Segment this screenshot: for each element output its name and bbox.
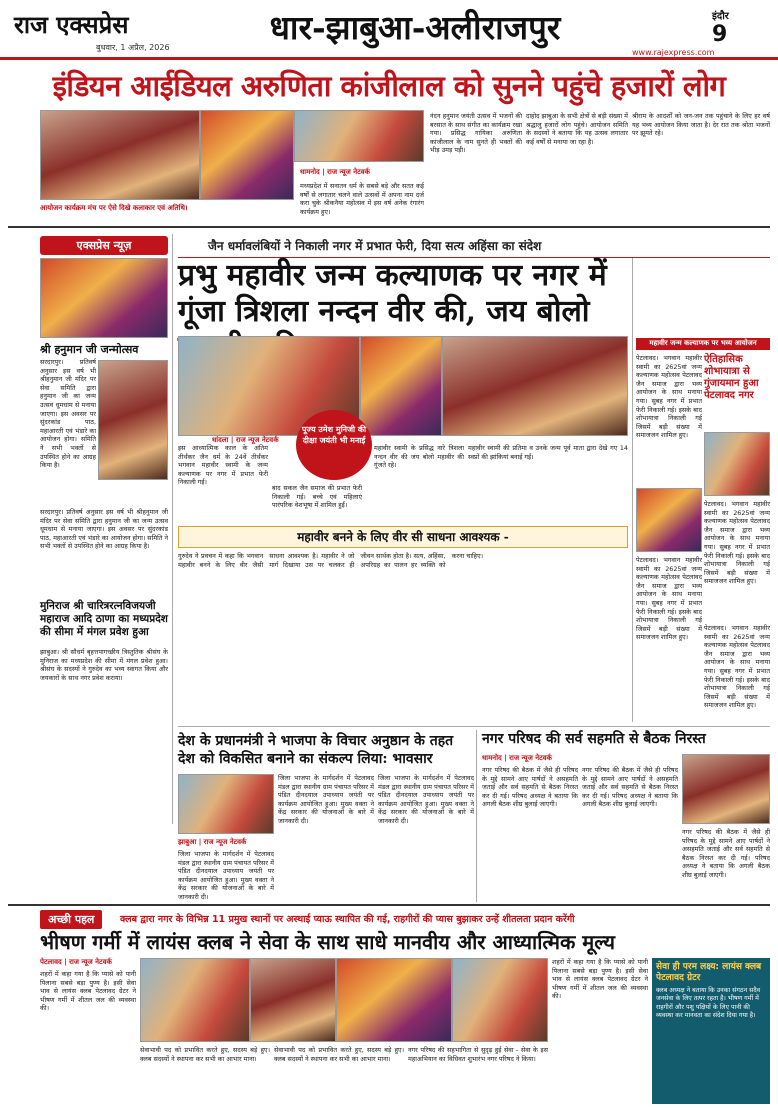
pet-tag: महावीर जन्म कल्याणक पर भव्य आयोजन <box>636 338 770 350</box>
jain-headline: प्रभु महावीर जन्म कल्याणक पर नगर में गूंजा त्रिशला नन्दन वीर की, जय बोलो <box>178 258 607 329</box>
region-title: धार-झाबुआ-अलीराजपुर <box>269 8 561 47</box>
footer-photo-3 <box>336 958 452 1042</box>
story1-body: सरदारपुर। प्रतिवर्ष अनुसार इस वर्ष भी श्रीहनुमान जी मंदिर पर सेवा समिति द्वारा हनुमान जी का जन्म उत्सव धूमधाम से मनाया जाएगा। इस अवसर पर सुंदरकांड पाठ, महाआरती एवं भंडारे का आयोजन होगा। समिति ने सभी भक्तों से उपस्थित होने का आग्रह किया है। <box>40 358 96 470</box>
lead-col-4: श्रीराम के आदर्शों को जन-जन तक पहुंचाने के लिए हर वर्ष यह भव्य आयोजन किया जाता है। देर रात तक श्रोता भजनों पर झूमते रहे। <box>632 112 770 138</box>
lead-col-1: मध्यप्रदेश में सनातन धर्म के सबसे बड़े और सतत कई वर्षों से लगातार चलने वाले उत्सवों में अपना नाम दर्ज करा चुके श्रीकनैया महोत्सव में इस वर्ष अनेक रंगारंग कार्यक्रम हुए। <box>300 182 424 216</box>
pet-body-3: पेटलावद। भगवान महावीर स्वामी का 2625वां जन्म कल्याणक महोत्सव पेटलावद जैन समाज द्वारा भव्य आयोजन के साथ मनाया गया। सुबह नगर में प्रभात फेरी निकाली गई। इसके बाद शोभायात्रा निकाली गई जिसमें बड़ी संख्या में समाजजन शामिल हुए। <box>636 556 702 642</box>
pet-body-2: पेटलावद। भगवान महावीर स्वामी का 2625वां जन्म कल्याणक महोत्सव पेटलावद जैन समाज द्वारा भव्य आयोजन के साथ मनाया गया। सुबह नगर में प्रभात फेरी निकाली गई। इसके बाद शोभायात्रा निकाली गई जिसमें बड़ी संख्या में समाजजन शामिल हुए। <box>704 500 770 586</box>
lead-photo-1 <box>40 110 200 200</box>
story2-title: मुनिराज श्री चारित्ररत्नविजयजी महाराज आदि ठाणा का मध्यप्रदेश की सीमा में मंगल प्रवेश हुआ <box>40 600 168 638</box>
footer-col-3: नगर परिषद की सहभागिता से सुदृढ़ हुई सेवा - सेवा के इस महाअभियान का विधिवत शुभारंभ नगर परिषद ने किया। <box>408 1046 548 1063</box>
pet-body-1: पेटलावद। भगवान महावीर स्वामी का 2625वां जन्म कल्याणक महोत्सव पेटलावद जैन समाज द्वारा भव्य आयोजन के साथ मनाया गया। सुबह नगर में प्रभात फेरी निकाली गई। इसके बाद शोभायात्रा निकाली गई जिसमें बड़ी संख्या में समाजजन शामिल हुए। <box>636 354 702 440</box>
bhavsar-credit: झाबुआ | राज न्यूज नेटवर्क <box>178 838 247 846</box>
divider <box>178 726 770 727</box>
council-credit: धामनोद | राज न्यूज नेटवर्क <box>482 754 552 762</box>
divider <box>8 226 770 228</box>
council-col-3: नगर परिषद की बैठक में जैसे ही परिषद के मुद्दे सामने आए पार्षदों ने असहमति जताई और सर्व सहमति से बैठक निरस्त कर दी गई। परिषद अध्यक्ष ने बताया कि अगली बैठक शीघ्र बुलाई जाएगी। <box>682 828 770 879</box>
footer-photo-2 <box>250 958 336 1042</box>
footer-col-2b: सेवाभावी पद को प्रभावित करते हुए, सदस्य बड़े हुए। क्लब सदस्यों ने स्थापना कर सभी का आभार माना। <box>274 1046 404 1063</box>
jain-band-title: महावीर बनने के लिए वीर सी साधना आवश्यक - <box>297 530 509 544</box>
pet-body-4: पेटलावद। भगवान महावीर स्वामी का 2625वां जन्म कल्याणक महोत्सव पेटलावद जैन समाज द्वारा भव्य आयोजन के साथ मनाया गया। सुबह नगर में प्रभात फेरी निकाली गई। इसके बाद शोभायात्रा निकाली गई जिसमें बड़ी संख्या में समाजजन शामिल हुए। <box>704 624 770 710</box>
jain-subhead: जैन धर्मावलंबियों ने निकाली नगर में प्रभात फेरी, दिया सत्य अहिंसा का संदेश <box>178 234 770 258</box>
footer-col-4: शहरों में कहा गया है कि प्यासे को पानी पिलाना सबसे बड़ा पुण्य है। इसी सेवा भाव से लायंस क्लब पेटलावद ग्रेटर ने भीषण गर्मी में शीतल जल की व्यवस्था की। <box>552 958 648 1001</box>
jain-photo-2 <box>360 336 442 436</box>
masthead <box>0 0 778 60</box>
pet-photo-1 <box>704 432 770 496</box>
council-col-2: नगर परिषद की बैठक में जैसे ही परिषद के मुद्दे सामने आए पार्षदों ने असहमति जताई और सर्व सहमति से बैठक निरस्त कर दी गई। परिषद अध्यक्ष ने बताया कि अगली बैठक शीघ्र बुलाई जाएगी। <box>582 766 678 809</box>
city-label: इंदौर <box>712 11 729 22</box>
footer-box-body: क्लब अध्यक्ष ने बताया कि उनका संगठन सदैव जनसेवा के लिए तत्पर रहता है। भीषण गर्मी में राहगीरों और पशु पक्षियों के लिए पानी की व्यवस्था कर मानवता का संदेश दिया गया है। <box>656 987 761 1020</box>
jain-credit: धांदला | राज न्यूज नेटवर्क <box>212 436 279 444</box>
jain-col-2: बाद सकल जैन समाज की प्रभात फेरी निकाली गई। बच्चे एवं महिलाएं पारंपरिक वेशभूषा में शामिल हुईं। <box>272 484 362 510</box>
pet-head: ऐतिहासिक शोभायात्रा से गुंजायमान हुआ पेटलावद नगर <box>704 354 759 401</box>
footer-photo-1 <box>140 958 250 1042</box>
council-headline: नगर परिषद की सर्व सहमति से बैठक निरस्त <box>482 731 706 747</box>
bhavsar-photo <box>178 774 274 834</box>
divider <box>632 258 633 722</box>
jain-photo-3 <box>442 336 628 436</box>
express-news-label: एक्सप्रेस न्यूज़ <box>40 236 168 255</box>
bhavsar-col-3: जिला भाजपा के मार्गदर्शन में पेटलावद मंडल द्वारा स्थानीय ग्राम पंचायत परिसर में पंडित दीनदयाल उपाध्याय जयंती पर कार्यक्रम आयोजित हुआ। मुख्य वक्ता ने केंद्र सरकार की योजनाओं के बारे में जानकारी दी। <box>378 774 474 825</box>
hanuman-photo <box>98 360 168 480</box>
divider <box>476 730 477 902</box>
lead-col-3: दाहोद झाबुआ के सभी क्षेत्रों से बड़ी संख्या में श्रद्धालु हजारों लोग पहुंचे। आयोजन समिति के सदस्यों ने बताया कि यह उत्सव लगातार कई वर्षों से मनाया जा रहा है। <box>526 112 628 146</box>
footer-credit: पेटलावद | राज न्यूज नेटवर्क <box>40 958 112 966</box>
divider <box>172 234 173 824</box>
lead-photo-3 <box>294 110 424 162</box>
footer-col-2: सेवाभावी पद को प्रभावित करते हुए, सदस्य बड़े हुए। क्लब सदस्यों ने स्थापना कर सभी का आभार माना। <box>140 1046 270 1063</box>
jain-col-3: महावीर स्वामी के प्रसिद्ध नारे त्रिशला नन्दन वीर की जय बोलो महावीर की गूंजते रहे। <box>374 444 464 470</box>
page-number: 9 <box>712 22 728 47</box>
jain-band-body: गुरुदेव ने प्रवचन में कहा कि भगवान महावीर बनने के लिए वीर जैसी साधना आवश्यक है। महावीर ने जो मार्ग दिखाया उस पर चलकर ही जीवन सार्थक होता है। सत्य, अहिंसा, अपरिग्रह का पालन हर व्यक्ति को करना चाहिए। <box>178 552 484 569</box>
lead-caption: आयोजन कार्यक्रम मंच पर ऐसे दिखे कलाकार एवं अतिथि। <box>40 204 188 212</box>
footer-photo-4 <box>452 958 548 1042</box>
lead-col-2: नंदन हनुमान जयंती उत्सव में भजनों की बरसात के साथ संगीत का कार्यक्रम रखा गया। प्रसिद्ध गायिका अरुणिता कांजीलाल के नाम सुनते ही भक्तों की भीड़ उमड़ पड़ी। <box>430 112 522 155</box>
lead-photo-2 <box>200 110 294 200</box>
council-photo <box>682 754 770 824</box>
dateline: बुधवार, 1 अप्रैल, 2026 <box>96 43 170 52</box>
council-col-1: नगर परिषद की बैठक में जैसे ही परिषद के मुद्दे सामने आए पार्षदों ने असहमति जताई और सर्व सहमति से बैठक निरस्त कर दी गई। परिषद अध्यक्ष ने बताया कि अगली बैठक शीघ्र बुलाई जाएगी। <box>482 766 578 809</box>
footer-strap: क्लब द्वारा नगर के विभिन्न 11 प्रमुख स्थानों पर अस्थाई प्याऊ स्थापित की गई, राहगीरों की प्यास बुझाकर उन्हें शीतलता प्रदान करेंगी <box>120 914 575 925</box>
jain-col-1: इस आध्यात्मिक काल के अंतिम तीर्थंकर जैन धर्म के 24वें तीर्थंकर भगवान महावीर स्वामी के जन्म कल्याणक पर नगर में प्रभात फेरी निकाली गई। <box>178 444 268 487</box>
footer-col-1: शहरों में कहा गया है कि प्यासे को पानी पिलाना सबसे बड़ा पुण्य है। इसी सेवा भाव से लायंस क्लब पेटलावद ग्रेटर ने भीषण गर्मी में शीतल जल की व्यवस्था की। <box>40 970 136 1013</box>
jain-col-4: महावीर स्वामी की प्रतिमा व उनके जन्म पूर्व माता द्वारा देखे गए 14 स्वप्नों की झांकियां बनाई गईं। <box>468 444 628 461</box>
footer-headline: भीषण गर्मी में लायंस क्लब ने सेवा के साथ साधे मानवीय और आध्यात्मिक मूल्य <box>40 930 615 954</box>
footer-box <box>652 958 770 1104</box>
footer-box-title: सेवा ही परम लक्ष्य: लायंस क्लब पेटलावद ग्रेटर <box>656 962 762 983</box>
brand-logo: राज एक्सप्रेस <box>14 10 129 39</box>
lead-headline: इंडियन आईडियल अरुणिता कांजीलाल को सुनने पहुंचे हजारों लोग <box>52 69 726 103</box>
bhavsar-col-2: जिला भाजपा के मार्गदर्शन में पेटलावद मंडल द्वारा स्थानीय ग्राम पंचायत परिसर में पंडित दीनदयाल उपाध्याय जयंती पर कार्यक्रम आयोजित हुआ। मुख्य वक्ता ने केंद्र सरकार की योजनाओं के बारे में जानकारी दी। <box>278 774 374 825</box>
story1-title: श्री हनुमान जी जन्मोत्सव <box>40 343 139 356</box>
pet-photo-2 <box>636 488 702 552</box>
bhavsar-col-1: जिला भाजपा के मार्गदर्शन में पेटलावद मंडल द्वारा स्थानीय ग्राम पंचायत परिसर में पंडित दीनदयाल उपाध्याय जयंती पर कार्यक्रम आयोजित हुआ। मुख्य वक्ता ने केंद्र सरकार की योजनाओं के बारे में जानकारी दी। <box>178 850 274 900</box>
footer-tag: अच्छी पहल <box>40 910 102 929</box>
lead-credit: धामनोद | राज न्यूज नेटवर्क <box>300 168 370 176</box>
divider <box>8 904 770 906</box>
website-link[interactable]: www.rajexpress.com <box>632 48 715 57</box>
story2-body: झाबुआ। श्री सौधर्म बृहत्तपागच्छीय त्रिस्तुतिक श्रीसंघ के मुनिराज का मध्यप्रदेश की सीमा में मंगल प्रवेश हुआ। श्रीसंघ के सदस्यों ने गुरुदेव का भव्य स्वागत किया और जयकारों के साथ नगर प्रवेश कराया। <box>40 648 168 682</box>
quote-bubble: पूज्य उमेश मुनिजी की दीक्षा जयंती भी मनाई <box>296 410 372 480</box>
temple-photo <box>40 258 168 338</box>
bhavsar-headline: देश के प्रधानमंत्री ने भाजपा के विचार अनुष्ठान के तहत देश को विकसित बनाने का संकल्प लिया: भावसार <box>178 733 454 767</box>
story1-body-cont: सरदारपुर। प्रतिवर्ष अनुसार इस वर्ष भी श्रीहनुमान जी मंदिर पर सेवा समिति द्वारा हनुमान जी का जन्म उत्सव धूमधाम से मनाया जाएगा। इस अवसर पर सुंदरकांड पाठ, महाआरती एवं भंडारे का आयोजन होगा। समिति ने सभी भक्तों से उपस्थित होने का आग्रह किया है। <box>40 508 168 551</box>
